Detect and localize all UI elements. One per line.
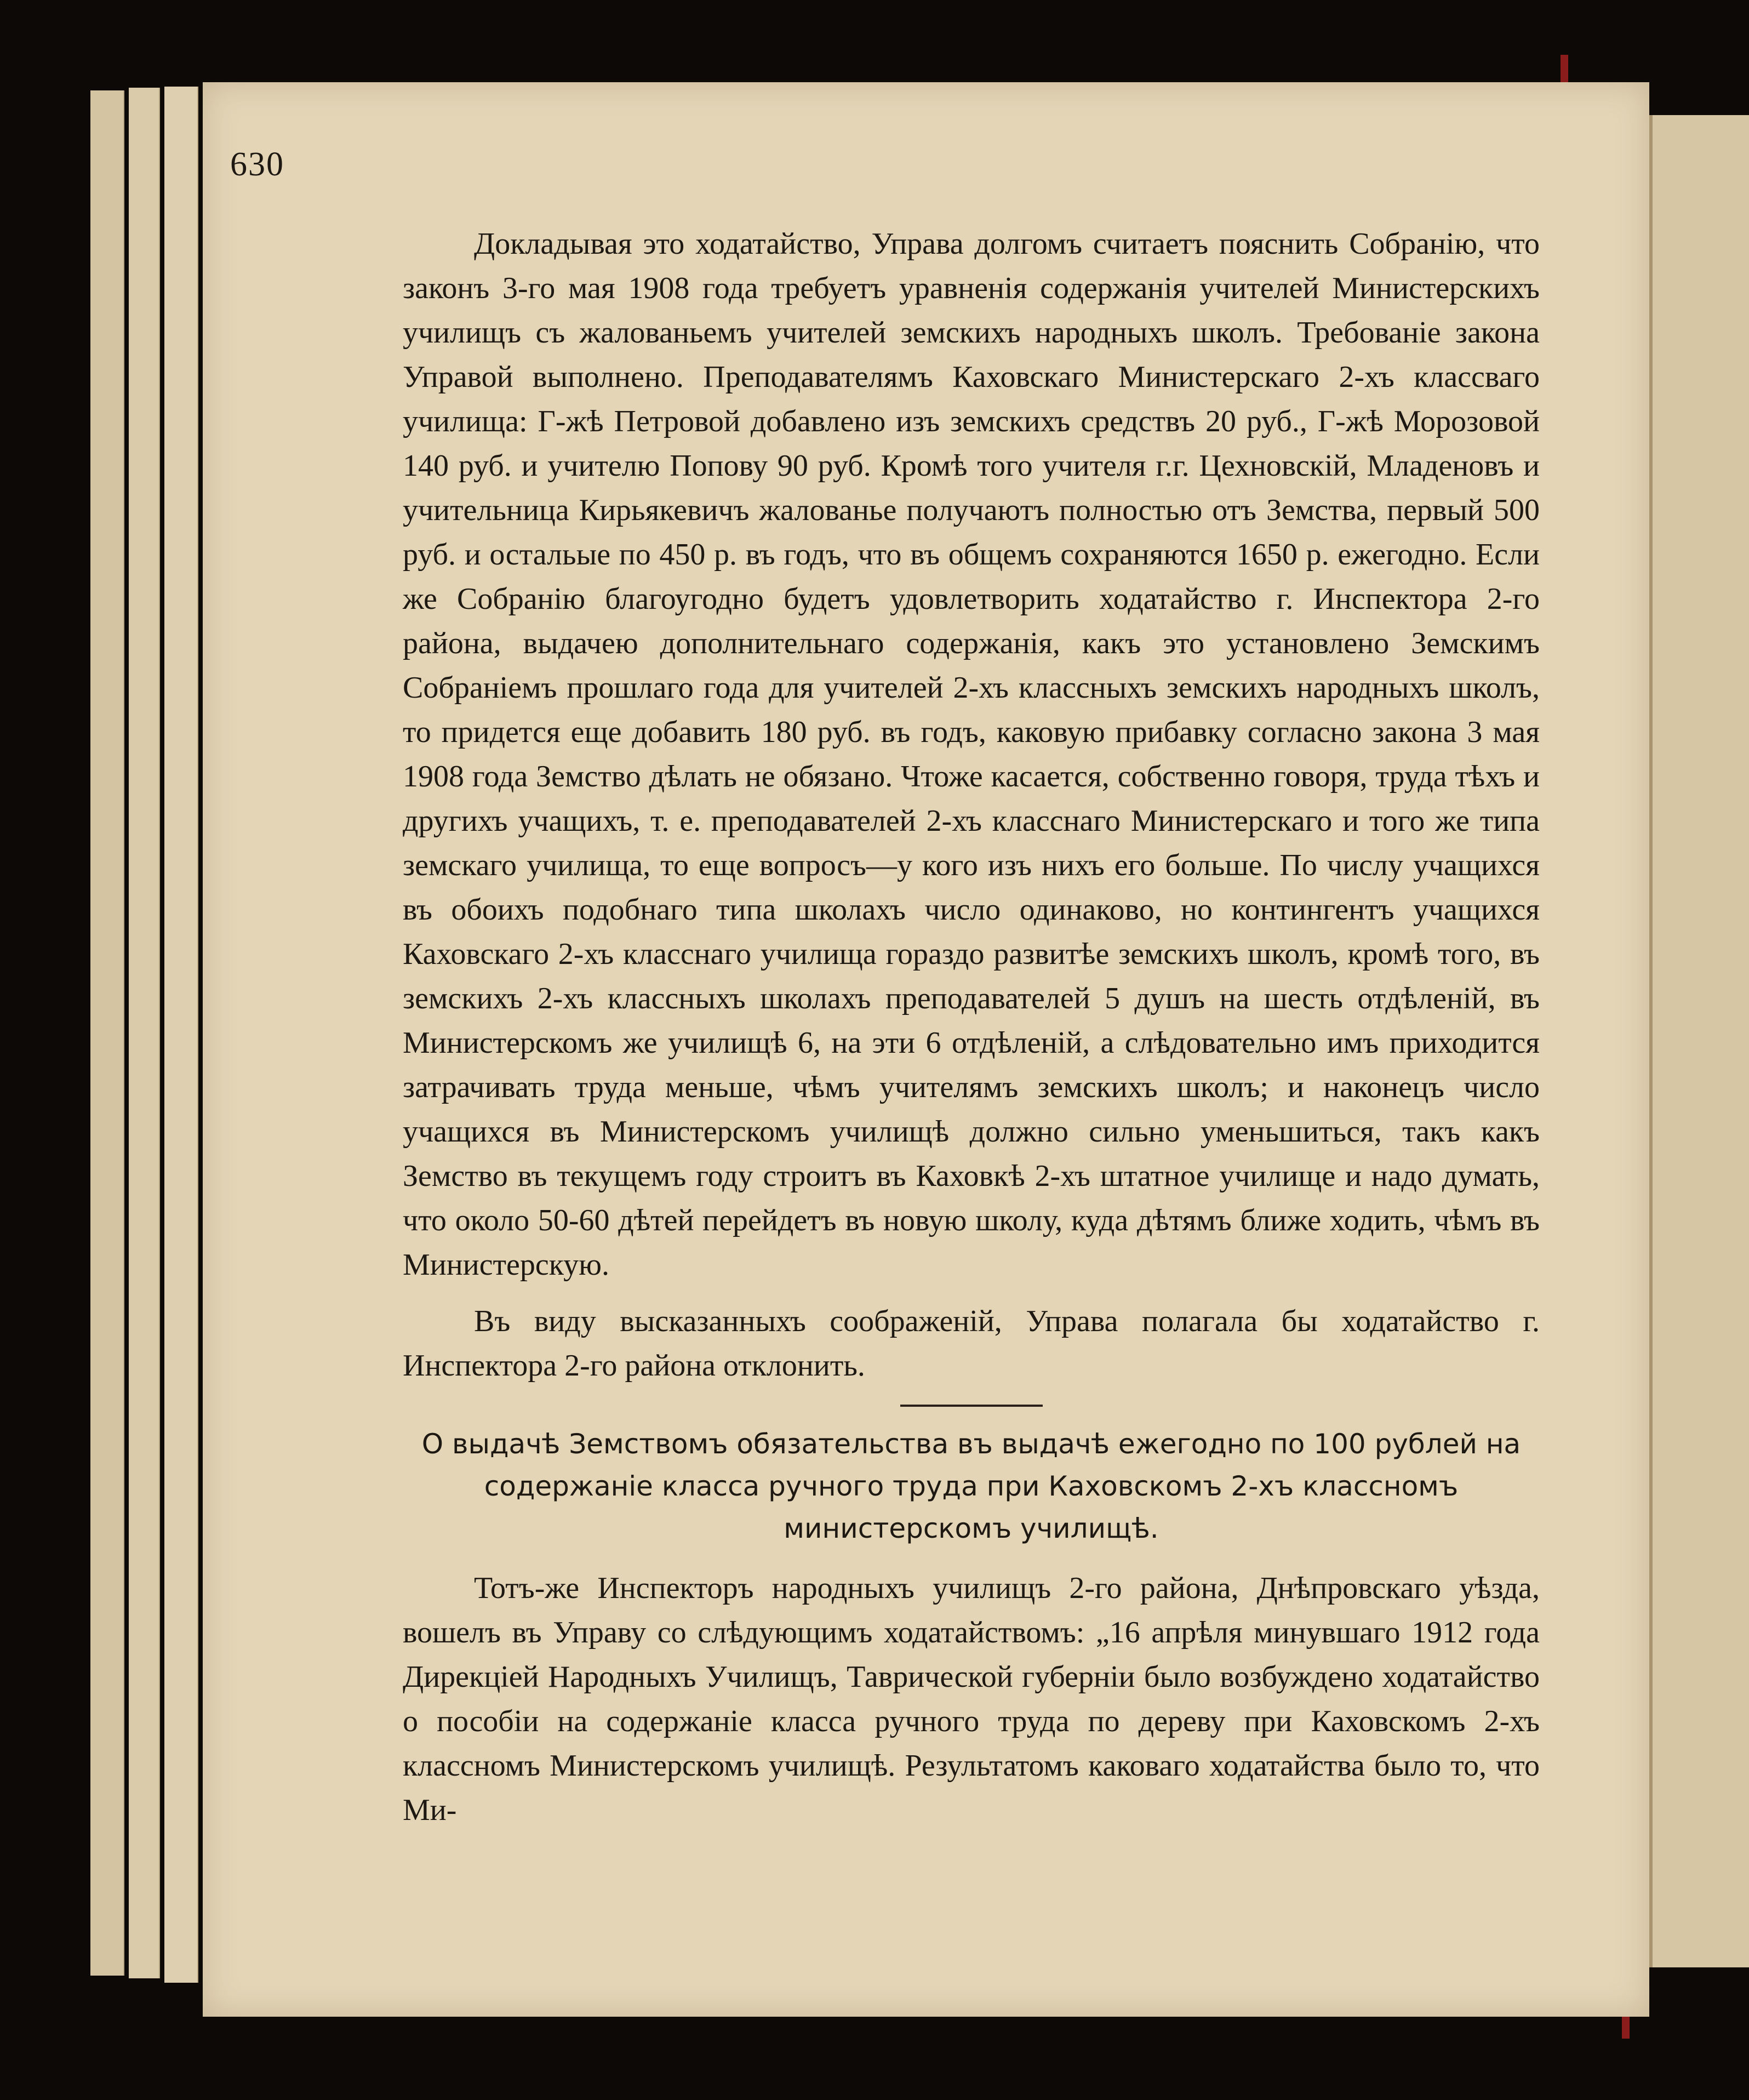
paragraph-petition: Тотъ-же Инспекторъ народныхъ училищъ 2-го района, Днѣпровскаго уѣзда, вошелъ въ Управу со слѣдующимъ ходатайствомъ: „16 апрѣля минувшаго 1912 года Дирекціей Народныхъ Училищъ, Таврической губерніи было возбуждено ходатайство о пособіи на содержаніе класса ручного труда по дереву при Каховскомъ 2-хъ классномъ Министерскомъ училищѣ. Результатомъ каковаго ходатайства было то, что Ми- (403, 1571, 1540, 1827)
page-edge (164, 87, 198, 1983)
paragraph-conclusion: Въ виду высказанныхъ соображеній, Управа полагала бы ходатайство г. Инспектора 2-го района отклонить. (403, 1304, 1540, 1383)
section-heading: О выдачѣ Земствомъ обязательства въ выдачѣ ежегодно по 100 рублей на содержаніе класса ручного труда при Каховскомъ 2-хъ классномъ министерскомъ училищѣ. (421, 1428, 1521, 1544)
page-edge (129, 88, 160, 1978)
next-page-edge (1649, 115, 1749, 1967)
section-divider (900, 1405, 1043, 1407)
paragraph-report: Докладывая это ходатайство, Управа долгомъ считаетъ пояснить Собранію, что законъ 3-го мая 1908 года требуетъ уравненія содержанія учителей Министерскихъ училищъ съ жалованьемъ учителей земскихъ народныхъ школъ. Требованіе закона Управой выполнено. Преподавателямъ Каховскаго Министерскаго 2-хъ классваго училища: Г-жѣ Петровой добавлено изъ земскихъ средствъ 20 руб., Г-жѣ Морозовой 140 руб. и учителю Попову 90 руб. Кромѣ того учителя г.г. Цехновскій, Младеновъ и учительница Кирьякевичъ жалованье получаютъ полностью отъ Земства, первый 500 руб. и остальые по 450 р. въ годъ, что въ общемъ сохраняются 1650 р. ежегодно. Если же Собранію благоугодно будетъ удовлетворить ходатайство г. Инспектора 2-го района, выдачею дополнительнаго содержанія, какъ это установлено Земскимъ Собраніемъ прошлаго года для учителей 2-хъ классныхъ земскихъ народныхъ школъ, то придется еще добавить 180 руб. въ годъ, каковую прибавку согласно закона 3 мая 1908 года Земство дѣлать не обязано. Чтоже касается, собственно говоря, труда тѣхъ и другихъ учащихъ, т. е. преподавателей 2-хъ класснаго Министерскаго и того же типа земскаго училища, то еще вопросъ—у кого изъ нихъ его больше. По числу учащихся въ обоихъ подобнаго типа школахъ число одинаково, но контингентъ учащихся Каховскаго 2-хъ класснаго училища гораздо развитѣе земскихъ школъ, кромѣ того, въ земскихъ 2-хъ классныхъ школахъ преподавателей 5 душъ на шесть отдѣленій, въ Министерскомъ же училищѣ 6, на эти 6 отдѣленій, а слѣдовательно имъ приходится затрачивать труда меньше, чѣмъ учителямъ земскихъ школъ; и наконецъ число учащихся въ Министерскомъ училищѣ должно сильно уменьшиться, такъ какъ Земство въ текущемъ году строитъ въ Каховкѣ 2-хъ штатное училище и надо думать, что около 50-60 дѣтей перейдетъ въ новую школу, куда дѣтямъ ближе ходить, чѣмъ въ Министерскую. (403, 227, 1540, 1282)
page-number: 630 (230, 146, 284, 183)
page-edge (90, 90, 124, 1976)
page-text (403, 222, 1540, 1833)
